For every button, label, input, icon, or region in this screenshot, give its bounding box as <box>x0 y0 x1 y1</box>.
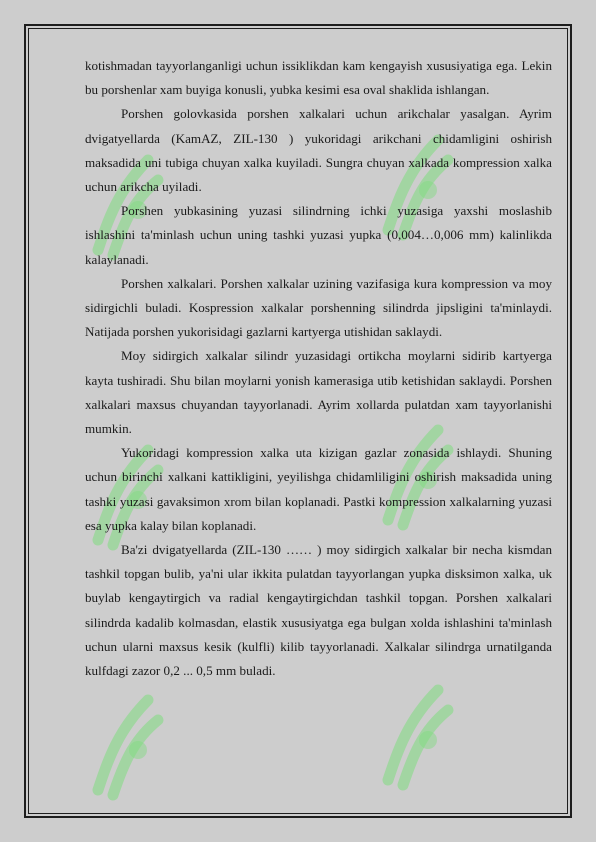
paragraph: Porshen golovkasida porshen xalkalari uchun arikchalar yasalgan. Ayrim dvigatyellarda (KamAZ, ZIL-130 ) yukoridagi arikchani chidamligini oshirish maksadida uni tubiga chuyan xalka kuyiladi. Sungra chuyan xalkada kompression xalka uchun arikcha uyiladi. <box>85 106 552 195</box>
paragraph: Yukoridagi kompression xalka uta kizigan gazlar zonasida ishlaydi. Shuning uchun birinchi xalkani kattikligini, yeyilishga chidamliligini oshirish maksadida uning tashki yuzasi gavaksimon xrom bilan koplanadi. Pastki kompression xalkalarning yuzasi esa yupka kalay bilan koplanadi. <box>85 445 552 533</box>
document-body <box>85 54 552 683</box>
paragraph: Moy sidirgich xalkalar silindr yuzasidagi ortikcha moylarni sidirib kartyerga kayta tushiradi. Shu bilan moylarni yonish kamerasiga utib ketishidan saklaydi. Porshen xalkalari maxsus chuyandan tayyorlanadi. Ayrim xollarda pulatdan xam tayyorlanishi mumkin. <box>85 348 552 437</box>
paragraph: Porshen xalkalari. Porshen xalkalar uzining vazifasiga kura kompression va moy sidirgichli buladi. Kospression xalkalar porshenning silindrda jipsligini ta'minlaydi. Natijada porshen yukorisidagi gazlarni kartyerga utishidan saklaydi. <box>85 275 552 340</box>
paragraph: Porshen yubkasining yuzasi silindrning ichki yuzasiga yaxshi moslashib ishlashini ta'minlash uchun uning tashki yuzasi yupka (0,004…0,006 mm) kalinlikda kalaylanadi. <box>85 203 552 267</box>
paragraph: Ba'zi dvigatyellarda (ZIL-130 …… ) moy sidirgich xalkalar bir necha kismdan tashkil topgan bulib, ya'ni ular ikkita pulatdan tayyorlangan yupka disksimon xalka, uk buylab kengaytirgich va radial kengaytirgichdan tashkil topgan. Porshen xalkalari silindrda kadalib kolmasdan, elastik xususiyatga ega bulgan xolda ishlashini ta'minlash uchun ularni maxsus kesik (kulfli) kilib tayyorlanadi. Xalkalar silindrga urnatilganda kulfdagi zazor 0,2 ... 0,5 mm buladi. <box>85 542 552 679</box>
paragraph: kotishmadan tayyorlanganligi uchun issiklikdan kam kengayish xususiyatiga ega. Lekin bu porshenlar xam buyiga konusli, yubka kesimi esa oval shaklida ishlangan. <box>85 58 552 98</box>
